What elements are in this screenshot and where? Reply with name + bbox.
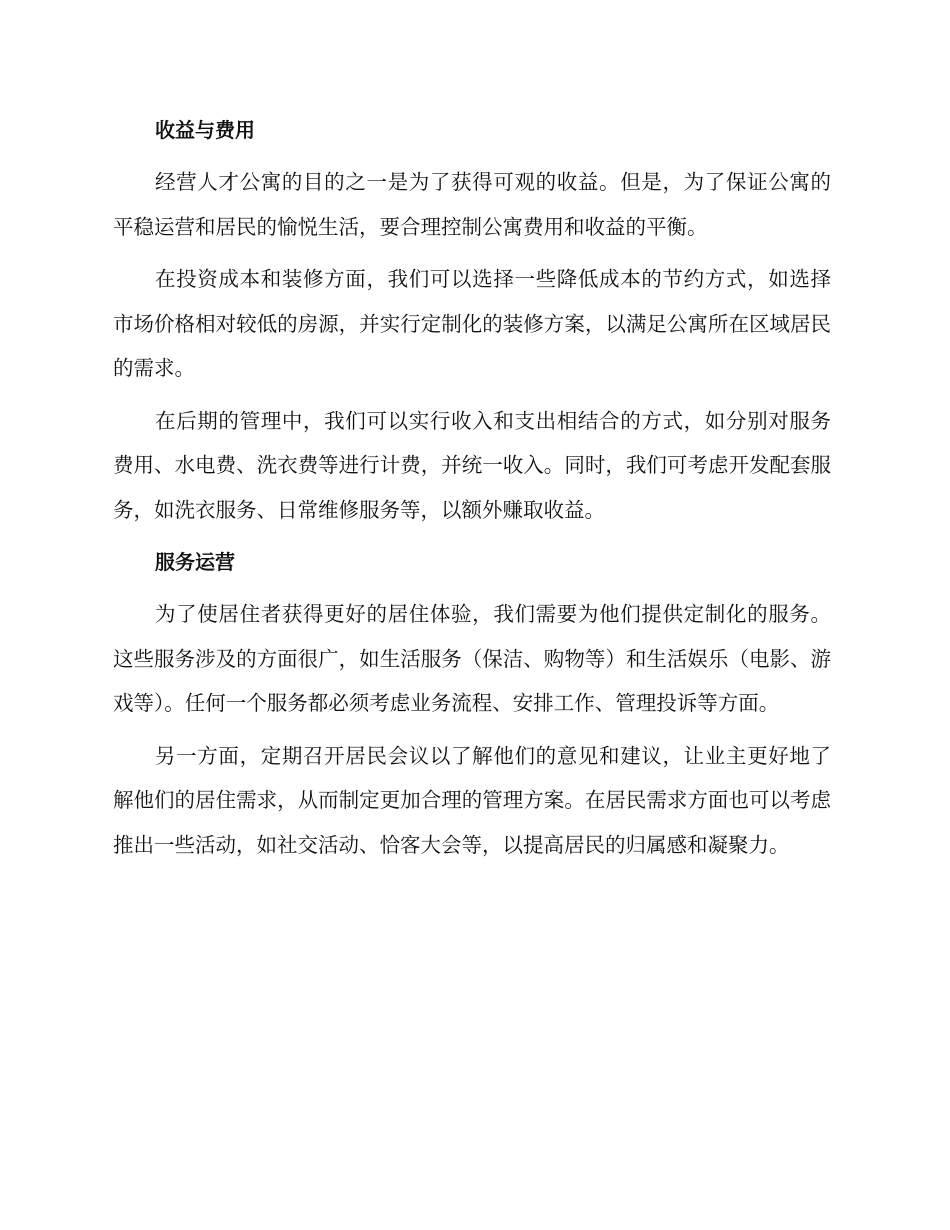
- section-heading-service: 服务运营: [155, 550, 235, 574]
- paragraph-income-1: 经营人才公寓的目的之一是为了获得可观的收益。但是，为了保证公寓的平稳运营和居民的愉悦生活，要合理控制公寓费用和收益的平衡。: [113, 170, 831, 239]
- paragraph-income-3: 在后期的管理中，我们可以实行收入和支出相结合的方式，如分别对服务费用、水电费、洗衣费等进行计费，并统一收入。同时，我们可考虑开发配套服务，如洗衣服务、日常维修服务等，以额外赚取收益。: [113, 408, 831, 522]
- document-page: [113, 108, 831, 875]
- section-heading-income: 收益与费用: [155, 118, 255, 142]
- paragraph-service-2: 另一方面，定期召开居民会议以了解他们的意见和建议，让业主更好地了解他们的居住需求，从而制定更加合理的管理方案。在居民需求方面也可以考虑推出一些活动，如社交活动、恰客大会等，以提高居民的归属感和凝聚力。: [113, 743, 831, 857]
- paragraph-income-2: 在投资成本和装修方面，我们可以选择一些降低成本的节约方式，如选择市场价格相对较低的房源，并实行定制化的装修方案，以满足公寓所在区域居民的需求。: [113, 267, 831, 380]
- paragraph-service-1: 为了使居住者获得更好的居住体验，我们需要为他们提供定制化的服务。这些服务涉及的方面很广，如生活服务（保洁、购物等）和生活娱乐（电影、游戏等）。任何一个服务都必须考虑业务流程、安排工作、管理投诉等方面。: [113, 602, 831, 715]
